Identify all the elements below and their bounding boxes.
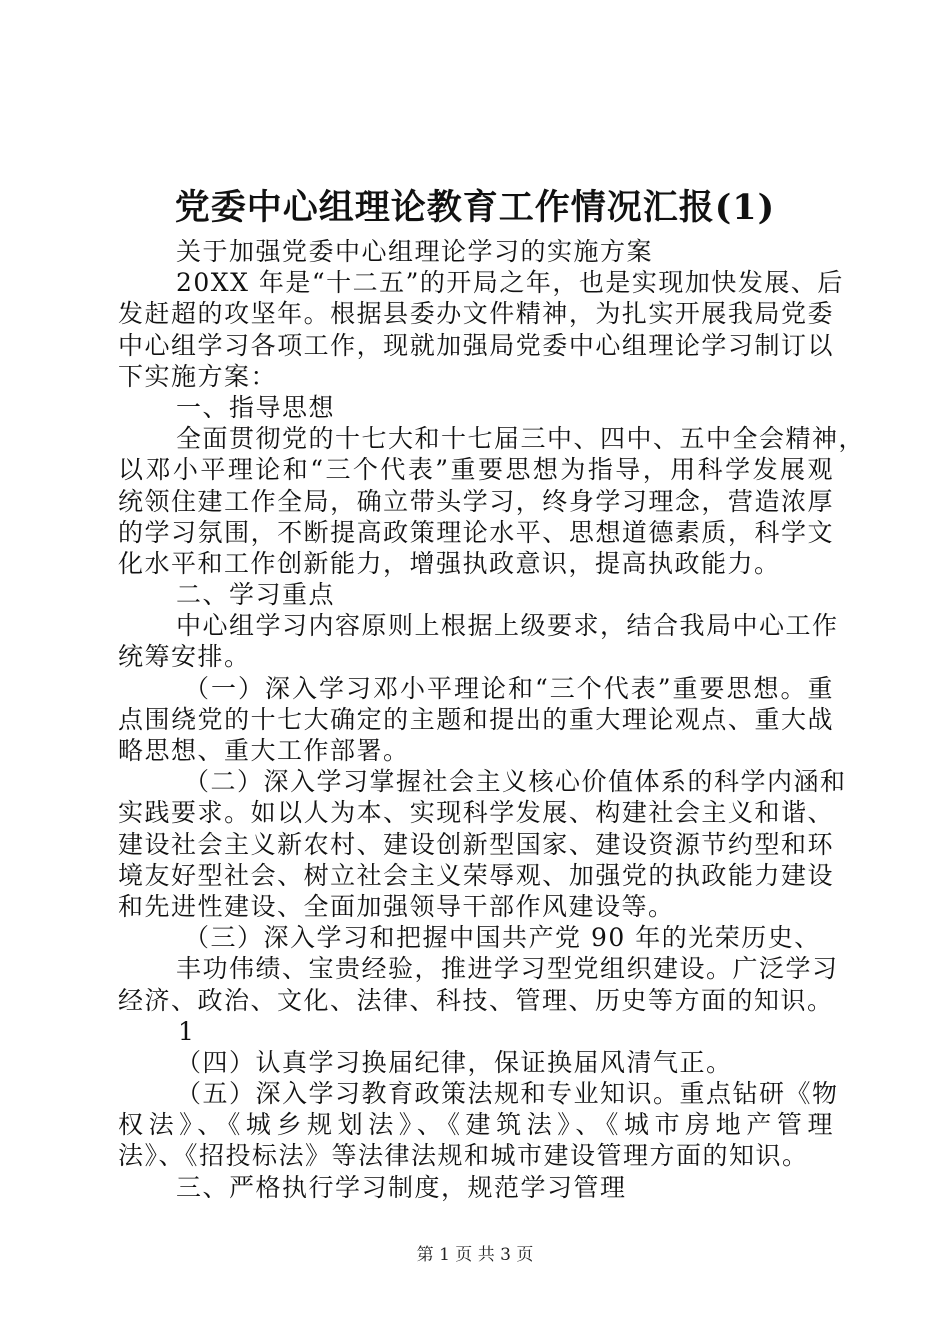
document-title: 党委中心组理论教育工作情况汇报(1) xyxy=(174,187,776,228)
paragraph-line: （四）认真学习换届纪律，保证换届风清气正。 xyxy=(176,1047,733,1077)
paragraph-line: 建设社会主义新农村、建设创新型国家、建设资源节约型和环 xyxy=(118,829,834,859)
section-heading: 二、学习重点 xyxy=(176,580,336,610)
paragraph-line: 以邓小平理论和“三个代表”重要思想为指导，用科学发展观 xyxy=(118,455,834,485)
paragraph-line: 20XX 年是“十二五”的开局之年，也是实现加快发展、后 xyxy=(176,268,844,298)
paragraph-line: （三）深入学习和把握中国共产党 90 年的光荣历史、 xyxy=(184,923,821,953)
document-body xyxy=(118,236,866,1203)
paragraph-line: 全面贯彻党的十七大和十七届三中、四中、五中全会精神， xyxy=(176,424,866,454)
paragraph-line: 统筹安排。 xyxy=(118,642,251,672)
section-heading: 三、严格执行学习制度，规范学习管理 xyxy=(176,1172,627,1202)
paragraph-line: 境友好型社会、树立社会主义荣辱观、加强党的执政能力建设 xyxy=(118,860,834,890)
paragraph-line: （二）深入学习掌握社会主义核心价值体系的科学内涵和 xyxy=(184,767,847,797)
paragraph-line: 统领住建工作全局，确立带头学习，终身学习理念，营造浓厚 xyxy=(118,486,834,516)
paragraph-line: （五）深入学习教育政策法规和专业知识。重点钻研《物 xyxy=(176,1079,839,1109)
section-heading: 一、指导思想 xyxy=(176,392,336,422)
paragraph-line: 下实施方案： xyxy=(118,361,278,391)
paragraph-line: 权法》、《城乡规划法》、《建筑法》、《城市房地产管理 xyxy=(118,1110,834,1140)
paragraph-line: 和先进性建设、全面加强领导干部作风建设等。 xyxy=(118,891,675,921)
paragraph-line: 化水平和工作创新能力，增强执政意识，提高执政能力。 xyxy=(118,548,781,578)
paragraph-line: 的学习氛围，不断提高政策理论水平、思想道德素质，科学文 xyxy=(118,517,834,547)
paragraph-line: 关于加强党委中心组理论学习的实施方案 xyxy=(176,237,654,266)
paragraph-line: 点围绕党的十七大确定的主题和提出的重大理论观点、重大战 xyxy=(118,704,834,734)
paragraph-line: 中心组学习内容原则上根据上级要求，结合我局中心工作 xyxy=(176,611,839,641)
paragraph-line: 经济、政治、文化、法律、科技、管理、历史等方面的知识。 xyxy=(118,985,834,1015)
paragraph-line: 发赶超的攻坚年。根据县委办文件精神，为扎实开展我局党委 xyxy=(118,299,834,329)
page-footer: 第 1 页 共 3 页 xyxy=(416,1245,534,1265)
paragraph-line: 法》、《招投标法》等法律法规和城市建设管理方面的知识。 xyxy=(118,1141,809,1171)
paragraph-line: 略思想、重大工作部署。 xyxy=(118,736,410,765)
paragraph-line: 中心组学习各项工作，现就加强局党委中心组理论学习制订以 xyxy=(118,330,834,360)
paragraph-line: 实践要求。如以人为本、实现科学发展、构建社会主义和谐、 xyxy=(118,798,834,828)
paragraph-line: （一）深入学习邓小平理论和“三个代表”重要思想。重 xyxy=(184,673,834,703)
page-number-marker: 1 xyxy=(178,1016,196,1046)
paragraph-line: 丰功伟绩、宝贵经验，推进学习型党组织建设。广泛学习 xyxy=(176,954,839,984)
